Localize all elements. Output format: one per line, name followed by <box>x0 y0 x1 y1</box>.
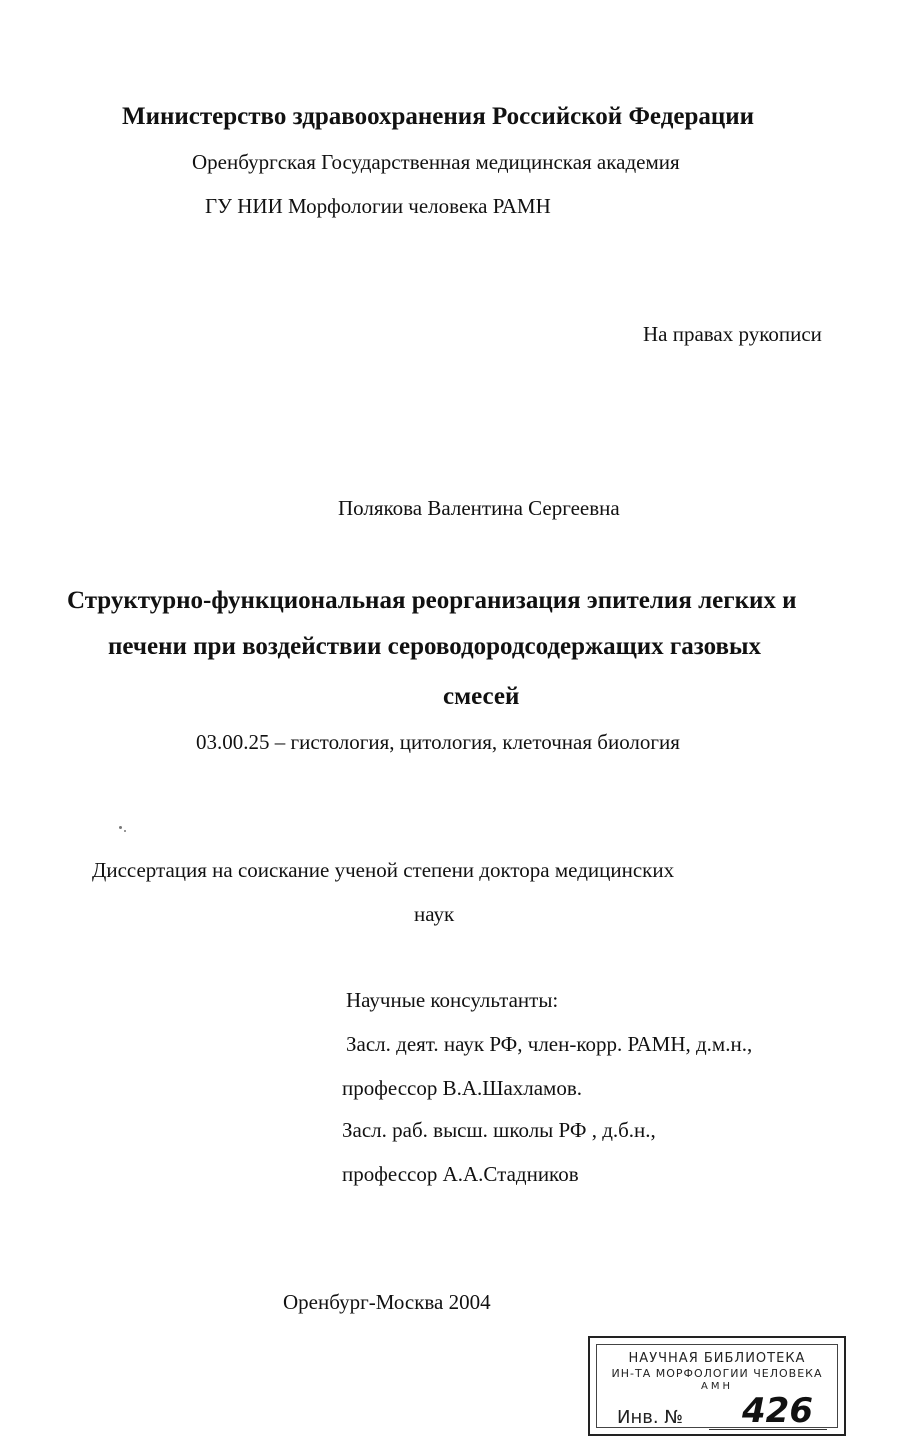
stamp-inner-border <box>596 1344 838 1431</box>
consultant-2-titles: Засл. раб. высш. школы РФ , д.б.н., <box>342 1118 656 1142</box>
stamp-academy-abbr: АМН <box>701 1381 733 1392</box>
scan-speck <box>119 826 122 829</box>
thesis-title-line-3: смесей <box>443 683 520 710</box>
degree-line-1: Диссертация на соискание ученой степени доктора медицинских <box>92 858 675 882</box>
scan-speck <box>124 830 126 832</box>
place-year: Оренбург-Москва 2004 <box>283 1290 491 1314</box>
consultant-1-titles: Засл. деят. наук РФ, член-корр. РАМН, д.м.н., <box>346 1032 753 1056</box>
ministry-heading: Министерство здравоохранения Российской Федерации <box>122 103 755 130</box>
stamp-inventory-label: Инв. № <box>617 1407 684 1428</box>
stamp-library-name: НАУЧНАЯ БИБЛИОТЕКА <box>628 1351 806 1366</box>
thesis-title-line-2: печени при воздействии сероводородсодержащих газовых <box>108 633 762 660</box>
consultant-1-name: профессор В.А.Шахламов. <box>342 1076 583 1100</box>
author-name: Полякова Валентина Сергеевна <box>338 496 620 520</box>
stamp-inventory-number: 426 <box>742 1391 813 1431</box>
consultant-2-name: профессор А.А.Стадников <box>342 1162 579 1186</box>
thesis-title-line-1: Структурно-функциональная реорганизация эпителия легких и <box>67 587 797 614</box>
stamp-institute-name: ИН-ТА МОРФОЛОГИИ ЧЕЛОВЕКА <box>611 1367 823 1380</box>
consultants-heading: Научные консультанты: <box>346 988 559 1012</box>
library-stamp <box>588 1336 846 1436</box>
manuscript-note: На правах рукописи <box>643 322 822 346</box>
academy-name: Оренбургская Государственная медицинская академия <box>192 150 680 174</box>
institute-name: ГУ НИИ Морфологии человека РАМН <box>205 194 551 218</box>
specialty-code: 03.00.25 – гистология, цитология, клеточная биология <box>196 730 680 754</box>
degree-line-2: наук <box>414 902 455 926</box>
